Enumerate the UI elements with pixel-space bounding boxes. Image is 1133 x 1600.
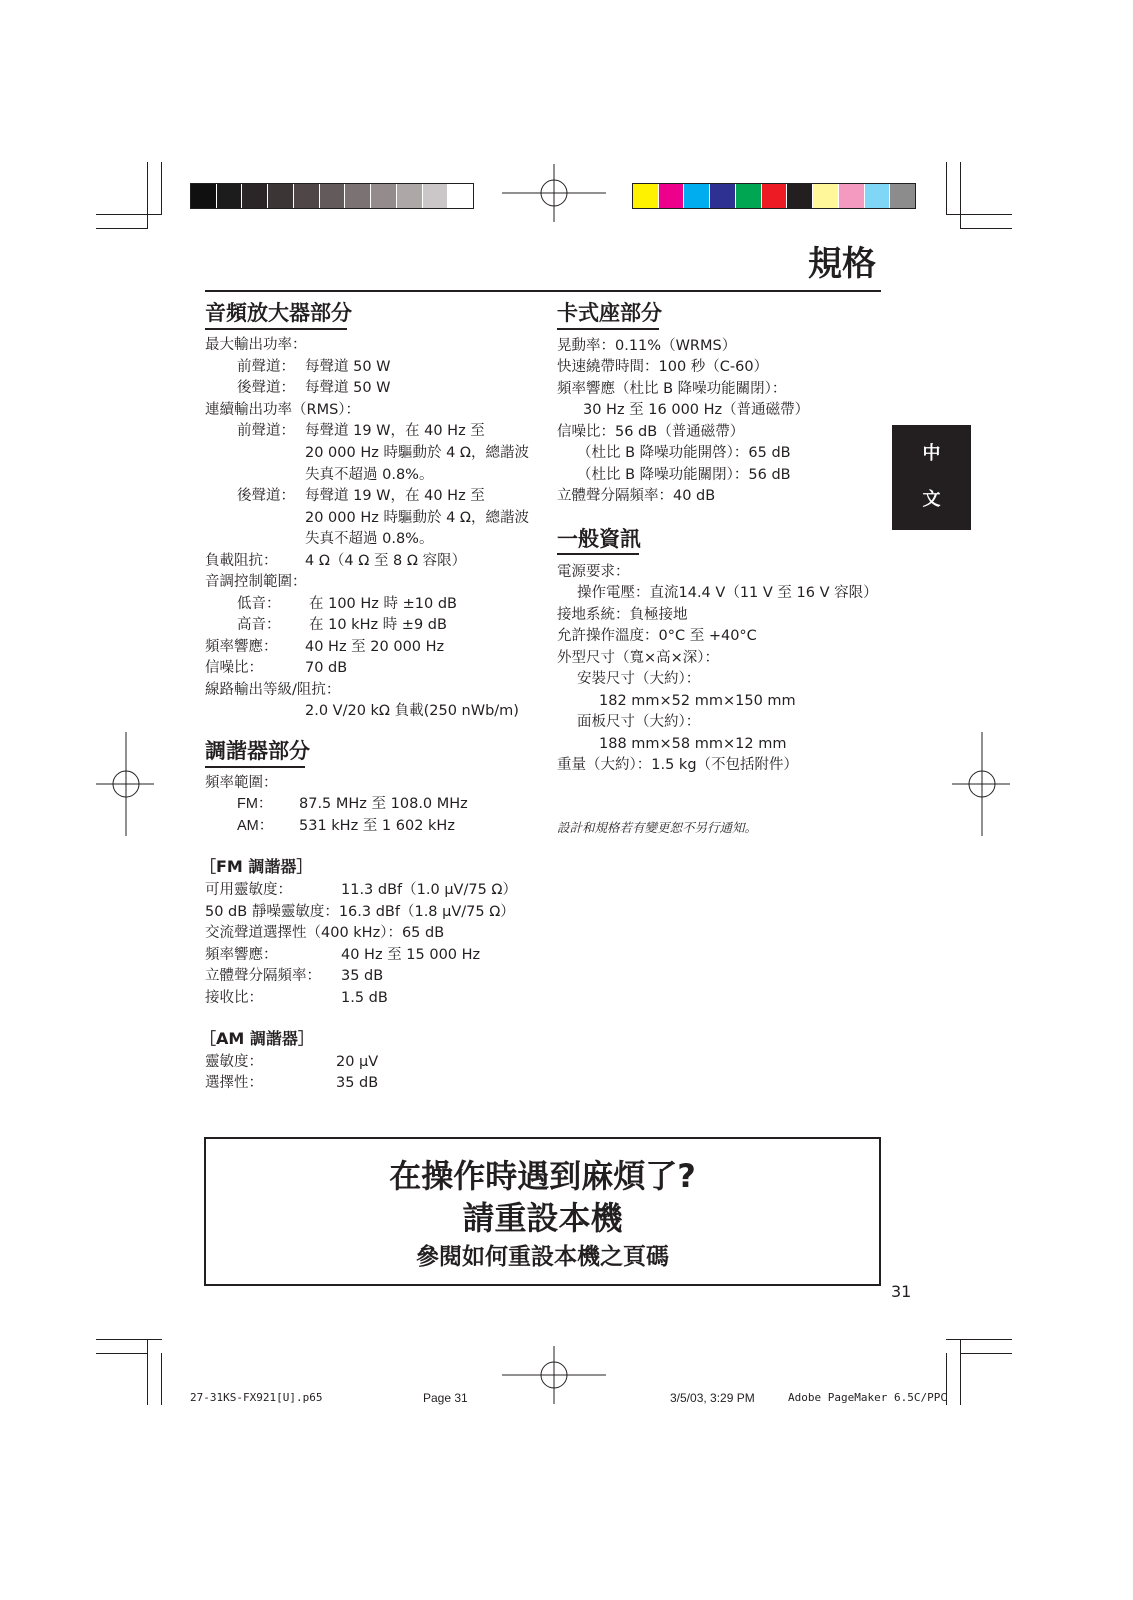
cont-front-line2: 20 000 Hz 時驅動於 4 Ω，總諧波 xyxy=(305,445,529,461)
fm-stereo-value: 35 dB xyxy=(341,968,384,984)
general-heading: 一般資訊 xyxy=(557,527,641,551)
bass-label: 低音： xyxy=(237,596,281,612)
snr-value: 70 dB xyxy=(305,660,348,676)
cassette-stereo: 立體聲分隔頻率：40 dB xyxy=(557,488,716,504)
process-swatch xyxy=(813,184,839,208)
cont-rear-line2: 20 000 Hz 時驅動於 4 Ω，總諧波 xyxy=(305,510,529,526)
gray-swatch xyxy=(397,184,423,208)
freq-label: 頻率響應： xyxy=(205,639,278,655)
max-output-label: 最大輸出功率： xyxy=(205,337,307,353)
process-swatch xyxy=(890,184,915,208)
cassette-snr: 信噪比：56 dB（普通磁帶） xyxy=(557,424,745,440)
spec-change-notice: 設計和規格若有變更恕不另行通知。 xyxy=(557,820,758,835)
cont-rear-label: 後聲道： xyxy=(237,488,295,504)
crop-mark-top-left-v2 xyxy=(147,162,148,228)
registration-target-top xyxy=(502,164,606,222)
cont-front-label: 前聲道： xyxy=(237,423,295,439)
tone-label: 音調控制範圍： xyxy=(205,574,307,590)
am-sens-value: 20 μV xyxy=(336,1054,379,1070)
process-swatch xyxy=(865,184,891,208)
gray-swatch xyxy=(345,184,371,208)
reset-line-3: 參閱如何重設本機之頁碼 xyxy=(416,1244,669,1270)
crop-mark-bottom-left-v2 xyxy=(161,1353,162,1405)
fm-capture-label: 接收比： xyxy=(205,990,263,1006)
am-value: 531 kHz 至 1 602 kHz xyxy=(299,818,455,834)
page-number: 31 xyxy=(891,1282,912,1301)
crop-mark-top-left-v xyxy=(161,162,162,215)
fm-sens-label: 可用靈敏度： xyxy=(205,882,292,898)
process-swatch xyxy=(684,184,710,208)
load-value: 4 Ω（4 Ω 至 8 Ω 容限） xyxy=(305,553,467,569)
treble-label: 高音： xyxy=(237,617,281,633)
crop-mark-bottom-right-v xyxy=(960,1339,961,1405)
grayscale-bar xyxy=(190,183,474,209)
crop-mark-top-right-h2 xyxy=(960,228,1012,229)
fm-stereo-label: 立體聲分隔頻率： xyxy=(205,968,321,984)
process-color-bar xyxy=(632,183,916,209)
rear-value: 每聲道 50 W xyxy=(305,380,391,396)
gray-swatch xyxy=(448,184,473,208)
cassette-heading: 卡式座部分 xyxy=(557,301,662,325)
tuner-heading: 調諧器部分 xyxy=(205,739,310,763)
gray-swatch xyxy=(371,184,397,208)
panel-label: 面板尺寸（大約）： xyxy=(577,714,701,730)
cont-front-line1: 每聲道 19 W，在 40 Hz 至 xyxy=(305,423,485,439)
fm-capture-value: 1.5 dB xyxy=(341,990,388,1006)
reset-line-2: 請重設本機 xyxy=(462,1199,623,1237)
process-swatch xyxy=(659,184,685,208)
footer-app: Adobe PageMaker 6.5C/PPC xyxy=(788,1391,947,1404)
crop-mark-bottom-left-v xyxy=(147,1339,148,1405)
process-swatch xyxy=(633,184,659,208)
voltage: 操作電壓：直流14.4 V（11 V 至 16 V 容限） xyxy=(577,585,878,601)
continuous-output-label: 連續輸出功率（RMS）： xyxy=(205,402,361,418)
amp-heading-underline xyxy=(205,328,347,330)
page-title: 規格 xyxy=(808,244,876,284)
fast-forward: 快速繞帶時間：100 秒（C-60） xyxy=(557,359,769,375)
panel-value: 188 mm×58 mm×12 mm xyxy=(599,736,787,752)
treble-value: 在 10 kHz 時 ±9 dB xyxy=(309,617,447,633)
reset-line-1: 在操作時遇到麻煩了? xyxy=(389,1157,696,1195)
am-tuner-heading: ［AM 調諧器］ xyxy=(200,1029,314,1048)
fm-sens-value: 11.3 dBf（1.0 μV/75 Ω） xyxy=(341,882,517,898)
gray-swatch xyxy=(294,184,320,208)
tuner-heading-underline xyxy=(205,766,305,768)
wow-flutter: 晃動率：0.11%（WRMS） xyxy=(557,338,737,354)
front-value: 每聲道 50 W xyxy=(305,359,391,375)
title-rule xyxy=(205,290,881,292)
cont-rear-line3: 失真不超過 0.8%。 xyxy=(305,531,434,547)
crop-mark-top-left-h xyxy=(96,228,148,229)
gray-swatch xyxy=(191,184,217,208)
gray-swatch xyxy=(242,184,268,208)
am-sel-label: 選擇性： xyxy=(205,1075,263,1091)
am-sens-label: 靈敏度： xyxy=(205,1054,263,1070)
language-tab-char-1: 中 xyxy=(922,443,941,464)
process-swatch xyxy=(787,184,813,208)
crop-mark-top-right-h xyxy=(946,214,1012,215)
cassette-freq: 頻率響應（杜比 B 降噪功能關閉）： xyxy=(557,381,787,397)
amp-heading: 音頻放大器部分 xyxy=(205,301,352,325)
crop-mark-top-right-v xyxy=(960,162,961,228)
install-label: 安裝尺寸（大約）： xyxy=(577,671,701,687)
am-sel-value: 35 dB xyxy=(336,1075,379,1091)
lineout-value: 2.0 V/20 kΩ 負載(250 nWb/m) xyxy=(305,703,519,719)
cont-front-line3: 失真不超過 0.8%。 xyxy=(305,467,434,483)
process-swatch xyxy=(710,184,736,208)
registration-target-right xyxy=(952,732,1010,836)
power-label: 電源要求： xyxy=(557,564,630,580)
language-tab xyxy=(892,425,971,530)
load-label: 負載阻抗： xyxy=(205,553,278,569)
footer-date: 3/5/03, 3:29 PM xyxy=(670,1391,755,1405)
process-swatch xyxy=(839,184,865,208)
gray-swatch xyxy=(217,184,243,208)
gray-swatch xyxy=(268,184,294,208)
temperature: 允許操作溫度：0°C 至 +40°C xyxy=(557,628,757,644)
crop-mark-bottom-right-h2 xyxy=(960,1353,1012,1354)
footer-filename: 27-31KS-FX921[U].p65 xyxy=(190,1391,323,1404)
cassette-freq-value: 30 Hz 至 16 000 Hz（普通磁帶） xyxy=(583,402,810,418)
registration-target-bottom xyxy=(502,1346,606,1404)
footer-page: Page 31 xyxy=(423,1391,468,1405)
crop-mark-bottom-left-h xyxy=(96,1339,162,1340)
gray-swatch xyxy=(423,184,449,208)
general-heading-underline xyxy=(557,553,639,555)
rear-label: 後聲道： xyxy=(237,380,295,396)
bass-value: 在 100 Hz 時 ±10 dB xyxy=(309,596,457,612)
fm-freq-label: 頻率響應： xyxy=(205,947,278,963)
front-label: 前聲道： xyxy=(237,359,295,375)
process-swatch xyxy=(762,184,788,208)
crop-mark-top-right-v2 xyxy=(946,162,947,215)
dimensions-label: 外型尺寸（寬×高×深）： xyxy=(557,650,720,666)
dolby-off: （杜比 B 降噪功能關閉）：56 dB xyxy=(577,467,791,483)
ground: 接地系統：負極接地 xyxy=(557,607,688,623)
fm-label: FM： xyxy=(237,796,273,812)
crop-mark-top-left-h2 xyxy=(96,214,162,215)
process-swatch xyxy=(736,184,762,208)
install-value: 182 mm×52 mm×150 mm xyxy=(599,693,796,709)
cassette-heading-underline xyxy=(557,328,659,330)
range-label: 頻率範圍： xyxy=(205,775,278,791)
fm-quieting: 50 dB 靜噪靈敏度：16.3 dBf（1.8 μV/75 Ω） xyxy=(205,904,515,920)
fm-freq-value: 40 Hz 至 15 000 Hz xyxy=(341,947,481,963)
fm-tuner-heading: ［FM 調諧器］ xyxy=(200,857,313,876)
crop-mark-bottom-left-h2 xyxy=(96,1353,148,1354)
fm-alternate: 交流聲道選擇性（400 kHz）：65 dB xyxy=(205,925,445,941)
language-tab-char-2: 文 xyxy=(922,489,941,510)
fm-value: 87.5 MHz 至 108.0 MHz xyxy=(299,796,468,812)
gray-swatch xyxy=(320,184,346,208)
freq-value: 40 Hz 至 20 000 Hz xyxy=(305,639,445,655)
snr-label: 信噪比： xyxy=(205,660,263,676)
crop-mark-bottom-right-h xyxy=(946,1339,1012,1340)
cont-rear-line1: 每聲道 19 W，在 40 Hz 至 xyxy=(305,488,485,504)
reset-notice-box xyxy=(204,1137,881,1286)
lineout-label: 線路輸出等級/阻抗： xyxy=(205,682,341,698)
dolby-on: （杜比 B 降噪功能開啓）：65 dB xyxy=(577,445,791,461)
am-label: AM： xyxy=(237,818,274,834)
registration-target-left xyxy=(96,732,154,836)
weight: 重量（大約）：1.5 kg（不包括附件） xyxy=(557,757,799,773)
